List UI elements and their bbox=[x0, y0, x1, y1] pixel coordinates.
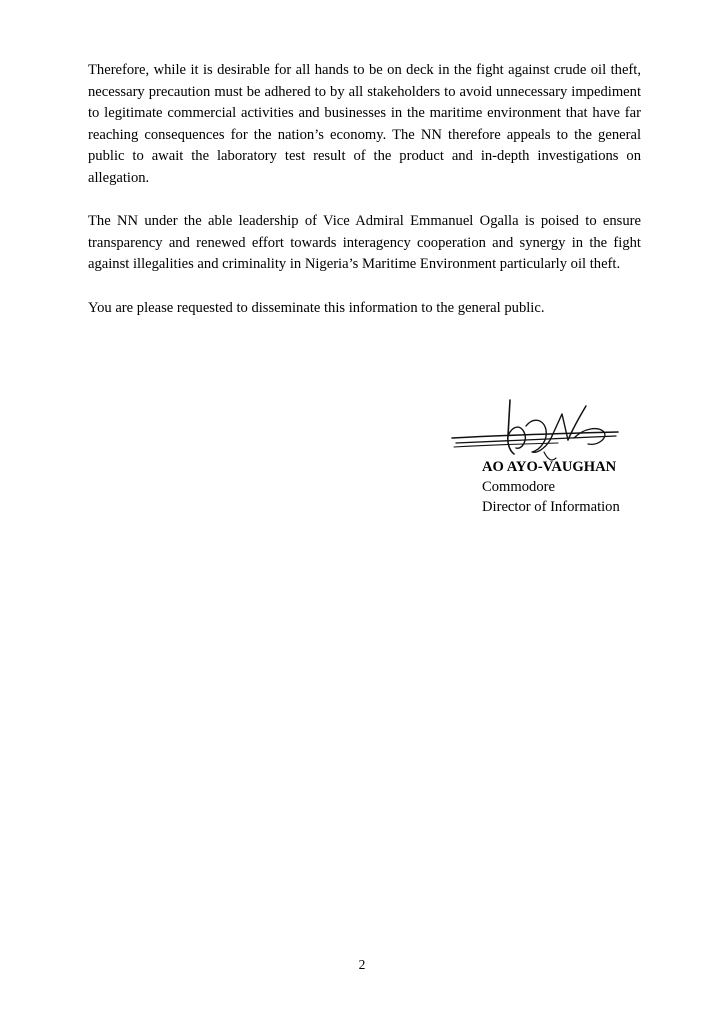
signatory-rank: Commodore bbox=[482, 479, 555, 495]
paragraph-disseminate-request: You are please requested to disseminate this information to the general public. bbox=[88, 299, 545, 316]
paragraph-nn-leadership: The NN under the able leadership of Vice Admiral Emmanuel Ogalla is poised to ensure transparency and renewed effort towards interagency cooperation and synergy in the fight against illegalities and criminality in Nigeria’s Maritime Environment particularly oil theft. bbox=[88, 213, 641, 273]
handwritten-signature bbox=[448, 396, 628, 464]
document-body bbox=[88, 60, 641, 341]
signature-block bbox=[482, 457, 620, 517]
signatory-title: Director of Information bbox=[482, 499, 620, 515]
page-number: 2 bbox=[358, 957, 366, 972]
signatory-name: AO AYO-VAUGHAN bbox=[482, 459, 617, 475]
paragraph-crude-oil-theft: Therefore, while it is desirable for all hands to be on deck in the fight against crude oil theft, necessary precaution must be adhered to by all stakeholders to avoid unnecessary impediment to legitimate commercial activities and businesses in the maritime environment that have far reaching consequences for the nation’s economy. The NN therefore appeals to the general public to await the laboratory test result of the product and in-depth investigations on allegation. bbox=[88, 62, 641, 186]
